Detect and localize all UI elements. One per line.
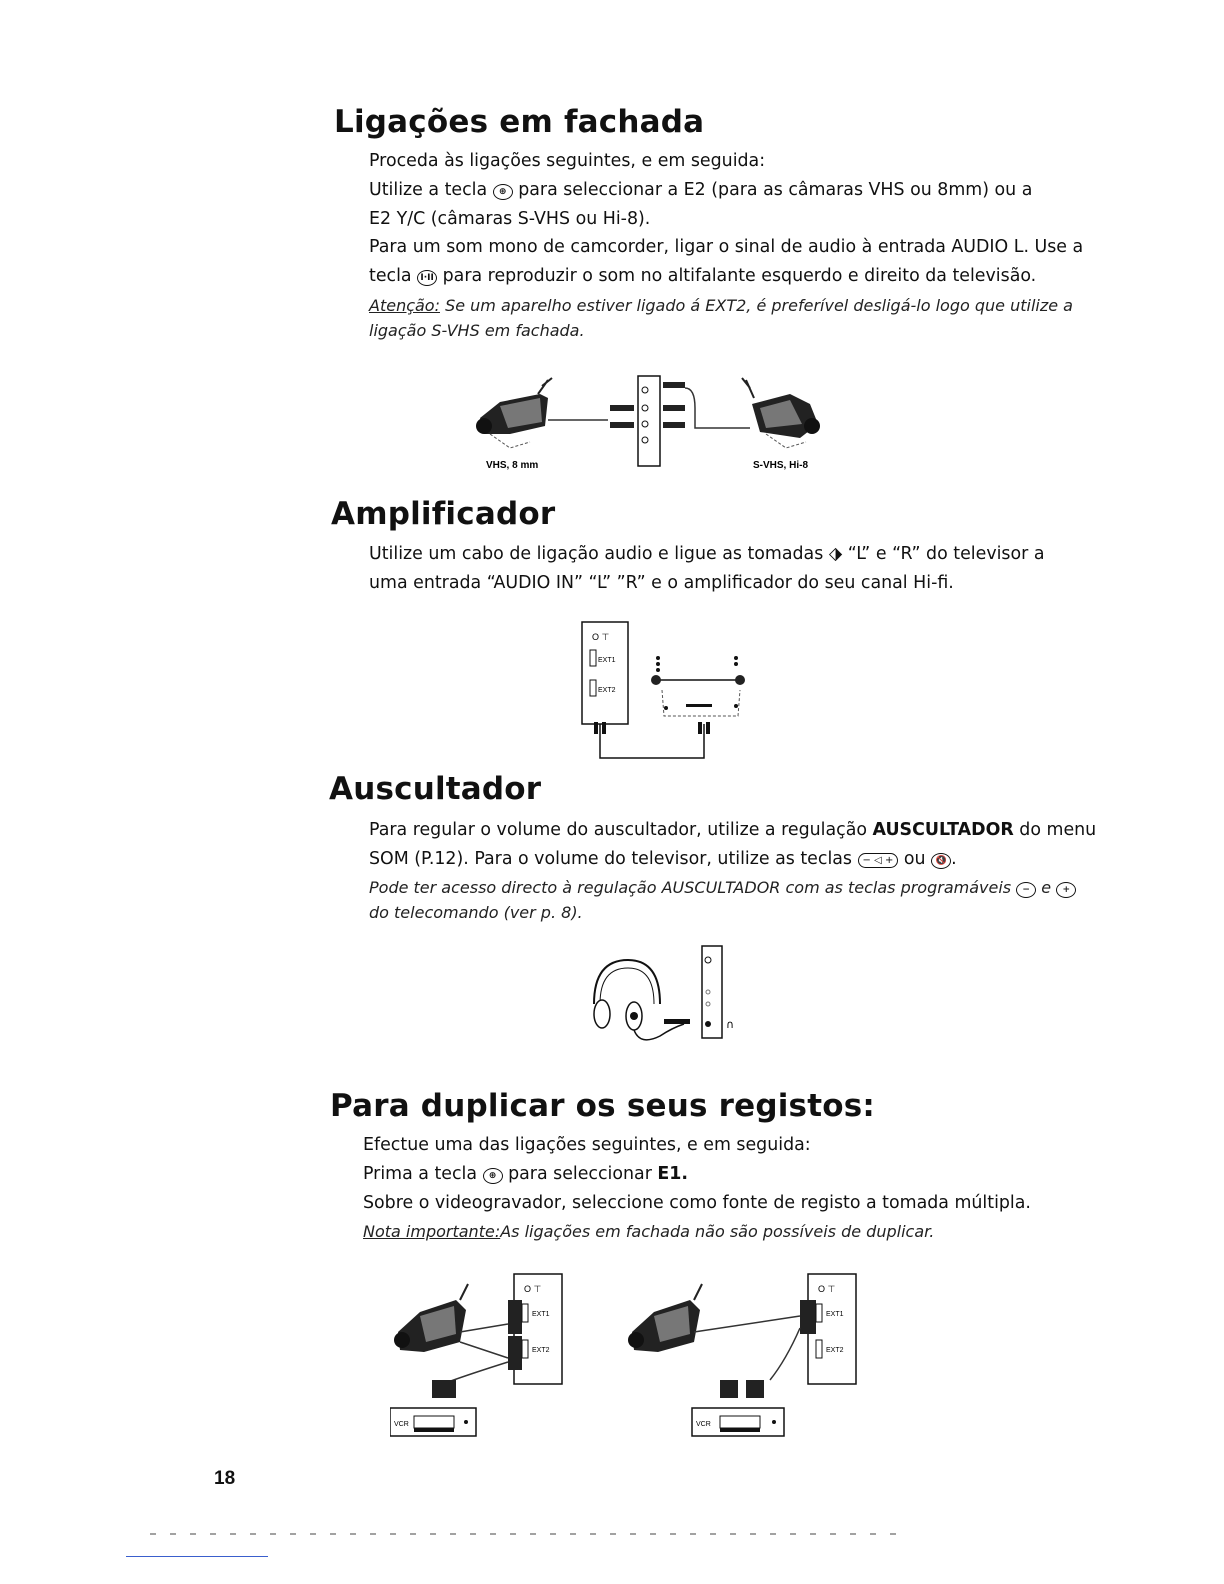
ligacoes-note-2: ligação S-VHS em fachada. (369, 321, 585, 340)
auscultador-note-2: do telecomando (ver p. 8). (369, 903, 583, 922)
headphones-diagram (580, 942, 750, 1052)
ligacoes-line-5: tecla I·II para reproduzir o som no altifalante esquerdo e direito da televisão. (369, 266, 1037, 286)
camcorder-icon (394, 1284, 468, 1352)
caption-svhs: S-VHS, Hi-8 (753, 460, 809, 471)
camcorder-right-icon (742, 378, 820, 448)
volume-key-icon: − ◁ + (858, 853, 899, 868)
duplicar-line-3: Sobre o videogravador, seleccione como fonte de registo a tomada múltipla. (363, 1193, 1031, 1213)
svg-text:O ⊤: O ⊤ (524, 1284, 542, 1294)
section-title-ligacoes: Ligações em fachada (334, 104, 705, 140)
plus-key-icon: + (1056, 882, 1076, 898)
duplicar-note: Nota importante:As ligações em fachada não são possíveis de duplicar. (363, 1222, 935, 1241)
ligacoes-note-1: Atenção: Se um aparelho estiver ligado á EXT2, é preferível desligá-lo logo que utilize a (369, 296, 1073, 315)
svg-text:EXT1: EXT1 (598, 657, 616, 664)
sound-key-icon: I·II (417, 270, 437, 286)
duplication-setup-right (628, 1274, 856, 1436)
svg-text:VCR: VCR (394, 1421, 409, 1428)
camcorder-left-icon (476, 378, 552, 448)
amplifier-icon (651, 656, 745, 716)
amplificador-line-1: Utilize um cabo de ligação audio e ligue as tomadas ⬗ “L” e “R” do televisor a (369, 544, 1045, 564)
minus-key-icon: − (1016, 882, 1036, 898)
tv-back-panel-icon (800, 1274, 856, 1384)
svg-text:VCR: VCR (696, 1421, 711, 1428)
ligacoes-line-4: Para um som mono de camcorder, ligar o sinal de audio à entrada AUDIO L. Use a (369, 237, 1084, 257)
svg-text:EXT1: EXT1 (532, 1311, 550, 1318)
page-number: 18 (214, 1468, 236, 1489)
svg-text:O ⊤: O ⊤ (592, 632, 610, 642)
scan-artifact-line (150, 1533, 910, 1535)
svg-text:O ⊤: O ⊤ (818, 1284, 836, 1294)
duplication-diagram (390, 1270, 870, 1450)
ligacoes-line-1: Proceda às ligações seguintes, e em seguida: (369, 151, 766, 171)
svg-text:EXT1: EXT1 (826, 1311, 844, 1318)
svg-text:EXT2: EXT2 (532, 1347, 550, 1354)
footer-rule (126, 1556, 268, 1557)
mute-key-icon: 🔇 (931, 853, 951, 869)
av-key-icon: ⊕ (483, 1168, 503, 1184)
note-label: Atenção: (369, 296, 440, 315)
audio-out-icon: ⬗ (828, 544, 843, 564)
auscultador-line-2: SOM (P.12). Para o volume do televisor, utilize as teclas − ◁ + ou 🔇 . (369, 849, 957, 869)
headphones-icon (594, 960, 690, 1040)
auscultador-note-1: Pode ter acesso directo à regulação AUSCULTADOR com as teclas programáveis − e + (369, 875, 1076, 900)
vcr-icon (692, 1408, 784, 1436)
note-label: Nota importante: (363, 1222, 501, 1241)
section-title-auscultador: Auscultador (329, 771, 542, 807)
amplifier-diagram (578, 618, 778, 766)
tv-side-panel-icon (702, 946, 734, 1038)
duplicar-line-2: Prima a tecla ⊕ para seleccionar E1. (363, 1164, 688, 1184)
av-key-icon: ⊕ (493, 184, 513, 200)
ligacoes-line-3: E2 Y/C (câmaras S-VHS ou Hi-8). (369, 209, 651, 229)
ligacoes-line-2: Utilize a tecla ⊕ para seleccionar a E2 (para as câmaras VHS ou 8mm) ou a (369, 180, 1033, 200)
auscultador-line-1: Para regular o volume do auscultador, utilize a regulação AUSCULTADOR do menu (369, 820, 1097, 840)
section-title-amplificador: Amplificador (331, 496, 556, 532)
tv-back-panel-icon (582, 622, 628, 724)
front-panel-icon (610, 376, 685, 466)
amplificador-line-2: uma entrada “AUDIO IN” “L” ”R” e o amplificador do seu canal Hi-fi. (369, 573, 954, 593)
duplication-setup-left (390, 1274, 562, 1436)
tv-back-panel-icon (508, 1274, 562, 1384)
duplicar-line-1: Efectue uma das ligações seguintes, e em seguida: (363, 1135, 811, 1155)
svg-text:∩: ∩ (726, 1018, 735, 1031)
front-connection-diagram (470, 368, 830, 474)
svg-text:EXT2: EXT2 (598, 687, 616, 694)
caption-vhs: VHS, 8 mm (486, 460, 539, 471)
camcorder-icon (628, 1284, 702, 1352)
svg-text:EXT2: EXT2 (826, 1347, 844, 1354)
vcr-icon (390, 1408, 476, 1436)
section-title-duplicar: Para duplicar os seus registos: (330, 1088, 875, 1124)
